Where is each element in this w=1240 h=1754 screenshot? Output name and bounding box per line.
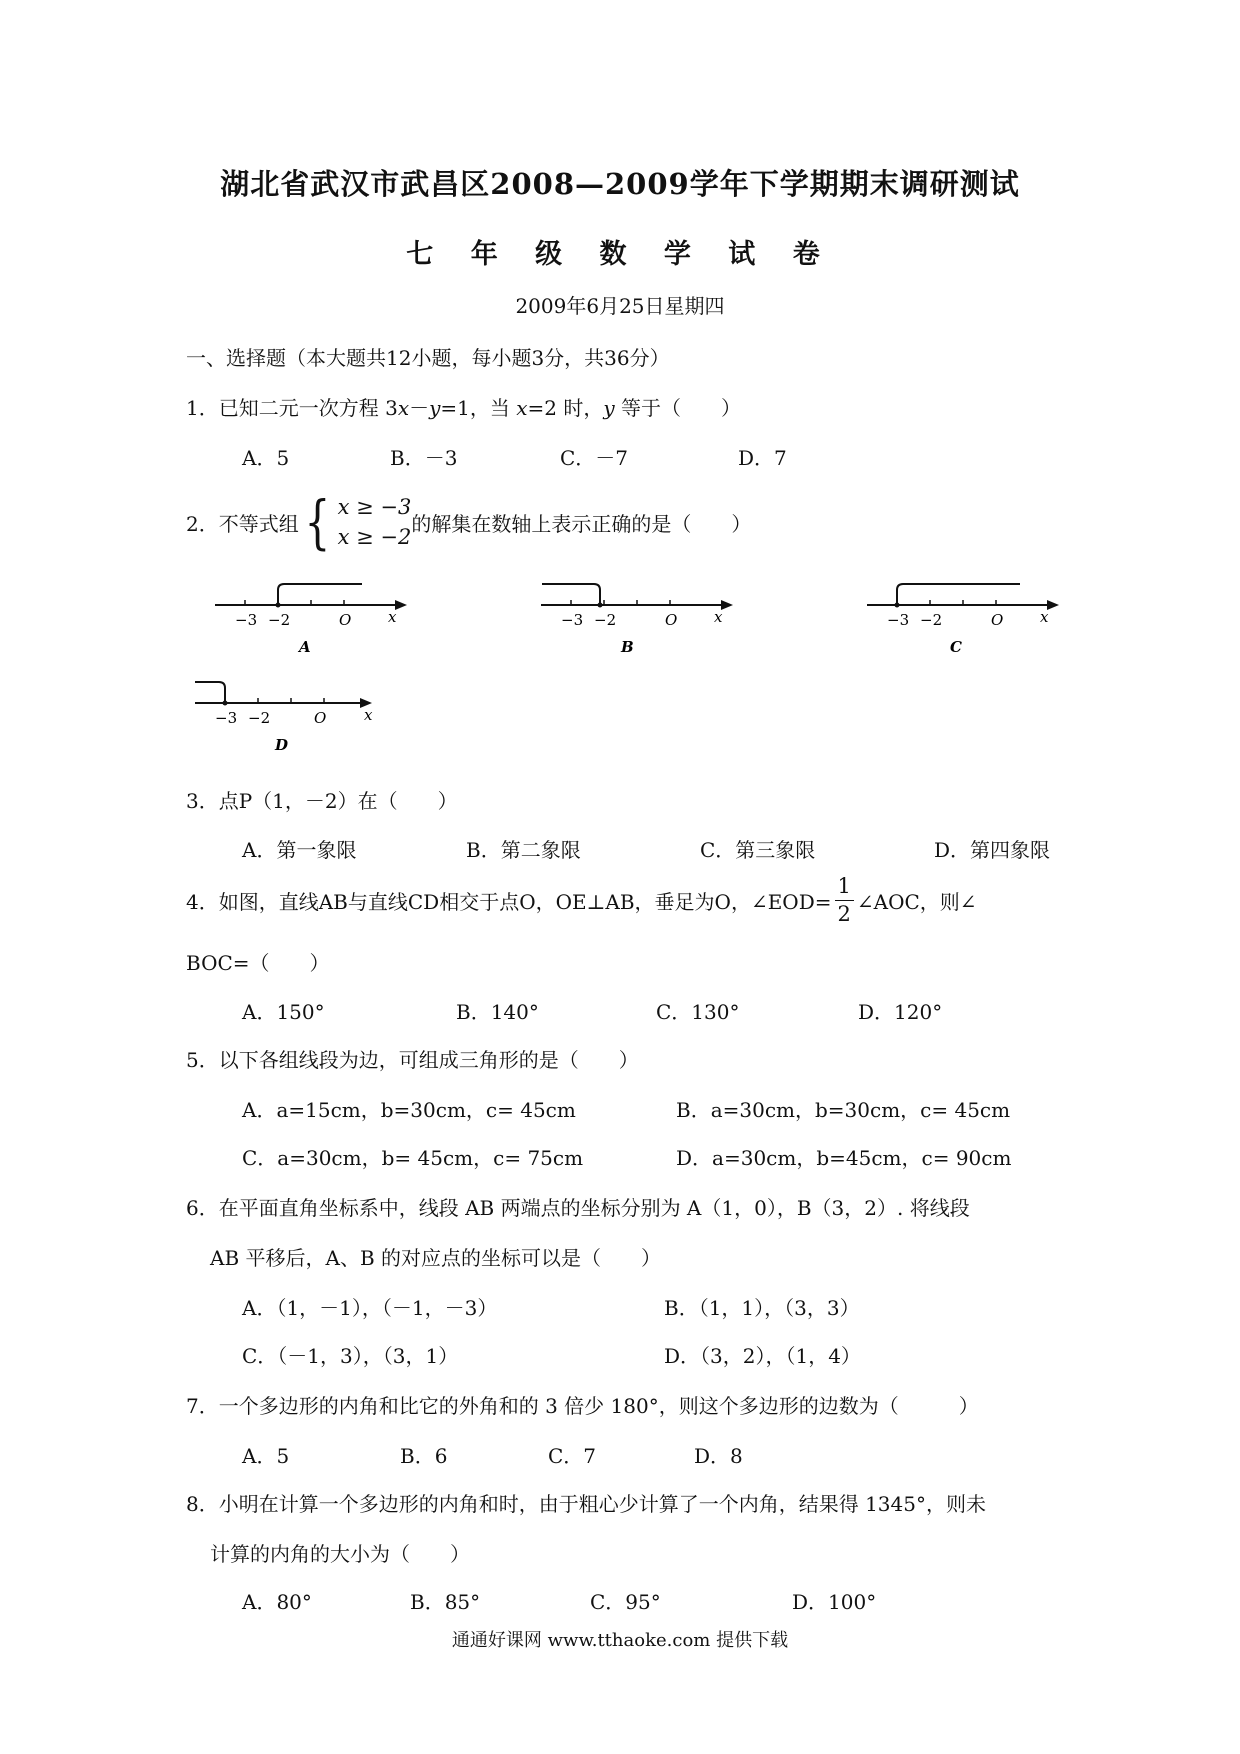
q1-var: y [429, 396, 441, 420]
number-line-b [536, 578, 736, 658]
q3-option-c: C．第三象限 [700, 838, 816, 862]
q1-text: =2 时， [527, 396, 604, 420]
q1-text: =1，当 [440, 396, 517, 420]
inequality-system [299, 488, 412, 556]
q2-text-prefix: 2．不等式组 [186, 511, 299, 536]
q3-option-b: B．第二象限 [466, 838, 581, 862]
q4-option-a: A．150° [242, 1000, 325, 1024]
q1-var: y [603, 396, 615, 420]
solution-ray [278, 584, 362, 605]
solid-point [895, 603, 900, 608]
q1-text-prefix: 1．已知二元一次方程 3 [186, 396, 398, 420]
question-2 [186, 488, 752, 556]
q7-option-a: A．5 [242, 1444, 290, 1468]
q1-option-a: A．5 [242, 446, 290, 470]
label-minus-3: −3 [235, 611, 258, 629]
inequality-2: x ≥ −2 [337, 525, 412, 549]
solution-ray [195, 682, 225, 703]
label-origin: O [665, 611, 678, 629]
figure-label-d: D [275, 736, 289, 754]
label-minus-3: −3 [887, 611, 910, 629]
question-5: 5．以下各组线段为边，可组成三角形的是（ ） [186, 1048, 639, 1072]
figure-label-c: C [950, 638, 962, 656]
figure-label-a: A [299, 638, 311, 656]
solid-point [276, 603, 281, 608]
page-footer: 通通好课网 www.tthaoke.com 提供下载 [451, 1630, 789, 1651]
q1-option-d: D．7 [738, 446, 787, 470]
q3-option-d: D．第四象限 [934, 838, 1051, 862]
q7-option-b: B．6 [400, 1444, 448, 1468]
fraction-numerator: 1 [835, 873, 854, 901]
question-7: 7．一个多边形的内角和比它的外角和的 3 倍少 180°，则这个多边形的边数为（ ） [186, 1394, 979, 1418]
q1-var: x [397, 396, 410, 420]
figure-label-b: B [621, 638, 634, 656]
q4-text-part1: 4．如图，直线AB与直线CD相交于点O，OE⊥AB，垂足为O，∠EOD= [186, 890, 832, 914]
label-x: x [1040, 608, 1049, 626]
q7-option-c: C．7 [548, 1444, 597, 1468]
solid-point [223, 701, 228, 706]
number-line-c [862, 578, 1062, 658]
label-x: x [388, 608, 397, 626]
q4-option-d: D．120° [858, 1000, 943, 1024]
solution-ray [897, 584, 1020, 605]
fraction-one-half [835, 873, 854, 928]
q6-option-c: C．（－1，3），（3，1） [242, 1344, 459, 1368]
q5-option-c: C．a=30cm，b= 45cm，c= 75cm [242, 1146, 584, 1170]
q1-option-b: B．－3 [390, 446, 458, 470]
label-x: x [364, 706, 373, 724]
document-title: 湖北省武汉市武昌区2008—2009学年下学期期末调研测试 [220, 167, 1020, 201]
question-8: 8．小明在计算一个多边形的内角和时，由于粗心少计算了一个内角，结果得 1345°，则未 [186, 1492, 986, 1516]
label-minus-2: −2 [268, 611, 291, 629]
q5-option-a: A．a=15cm，b=30cm，c= 45cm [242, 1098, 576, 1122]
q7-option-d: D．8 [694, 1444, 743, 1468]
q4-option-b: B．140° [456, 1000, 539, 1024]
question-6: 6．在平面直角坐标系中，线段 AB 两端点的坐标分别为 A（1，0），B（3，2）. 将线段 [186, 1196, 970, 1220]
question-3: 3．点P（1，－2）在（ ） [186, 789, 458, 813]
q4-text-part2: ∠AOC，则∠ [856, 890, 977, 914]
q5-option-d: D．a=30cm，b=45cm，c= 90cm [676, 1146, 1012, 1170]
question-1 [186, 392, 741, 421]
q8-option-c: C．95° [590, 1590, 661, 1614]
document-subtitle: 七 年 级 数 学 试 卷 [406, 239, 834, 270]
arrow-icon [1047, 600, 1059, 610]
q5-option-b: B．a=30cm，b=30cm，c= 45cm [676, 1098, 1011, 1122]
label-origin: O [991, 611, 1004, 629]
q1-text-suffix: 等于（ ） [614, 396, 742, 420]
q6-option-d: D．（3，2），（1，4） [664, 1344, 861, 1368]
q3-option-a: A．第一象限 [242, 838, 357, 862]
q4-text-line2: BOC=（ ） [186, 951, 330, 975]
left-brace-icon: { [304, 488, 331, 556]
label-x: x [714, 608, 723, 626]
q8-option-a: A．80° [242, 1590, 312, 1614]
label-minus-2: −2 [248, 709, 271, 727]
q1-option-c: C．－7 [560, 446, 629, 470]
q1-var: x [516, 396, 528, 420]
inequality-1: x ≥ −3 [337, 495, 412, 519]
q8-option-b: B．85° [410, 1590, 481, 1614]
label-minus-3: −3 [215, 709, 238, 727]
label-minus-2: −2 [920, 611, 943, 629]
label-origin: O [314, 709, 327, 727]
q2-text-suffix: 的解集在数轴上表示正确的是（ ） [411, 511, 752, 536]
fraction-denominator: 2 [837, 902, 851, 926]
q8-option-d: D．100° [792, 1590, 877, 1614]
number-line-a [210, 578, 410, 658]
label-minus-2: −2 [594, 611, 617, 629]
question-4 [186, 873, 977, 928]
label-origin: O [339, 611, 352, 629]
q6-option-a: A．（1，－1），（－1，－3） [242, 1296, 498, 1320]
arrow-icon [721, 600, 733, 610]
q6-option-b: B．（1，1），（3，3） [664, 1296, 860, 1320]
section-heading: 一、选择题（本大题共12小题，每小题3分，共36分） [186, 346, 670, 370]
q6-text-line2: AB 平移后，A、B 的对应点的坐标可以是（ ） [210, 1246, 661, 1270]
number-line-d [190, 676, 390, 756]
q4-option-c: C．130° [656, 1000, 740, 1024]
arrow-icon [395, 600, 407, 610]
solid-point [598, 603, 603, 608]
q8-text-line2: 计算的内角的大小为（ ） [210, 1542, 470, 1566]
exam-date: 2009年6月25日星期四 [515, 294, 725, 318]
label-minus-3: −3 [561, 611, 584, 629]
q1-text: － [409, 396, 430, 420]
